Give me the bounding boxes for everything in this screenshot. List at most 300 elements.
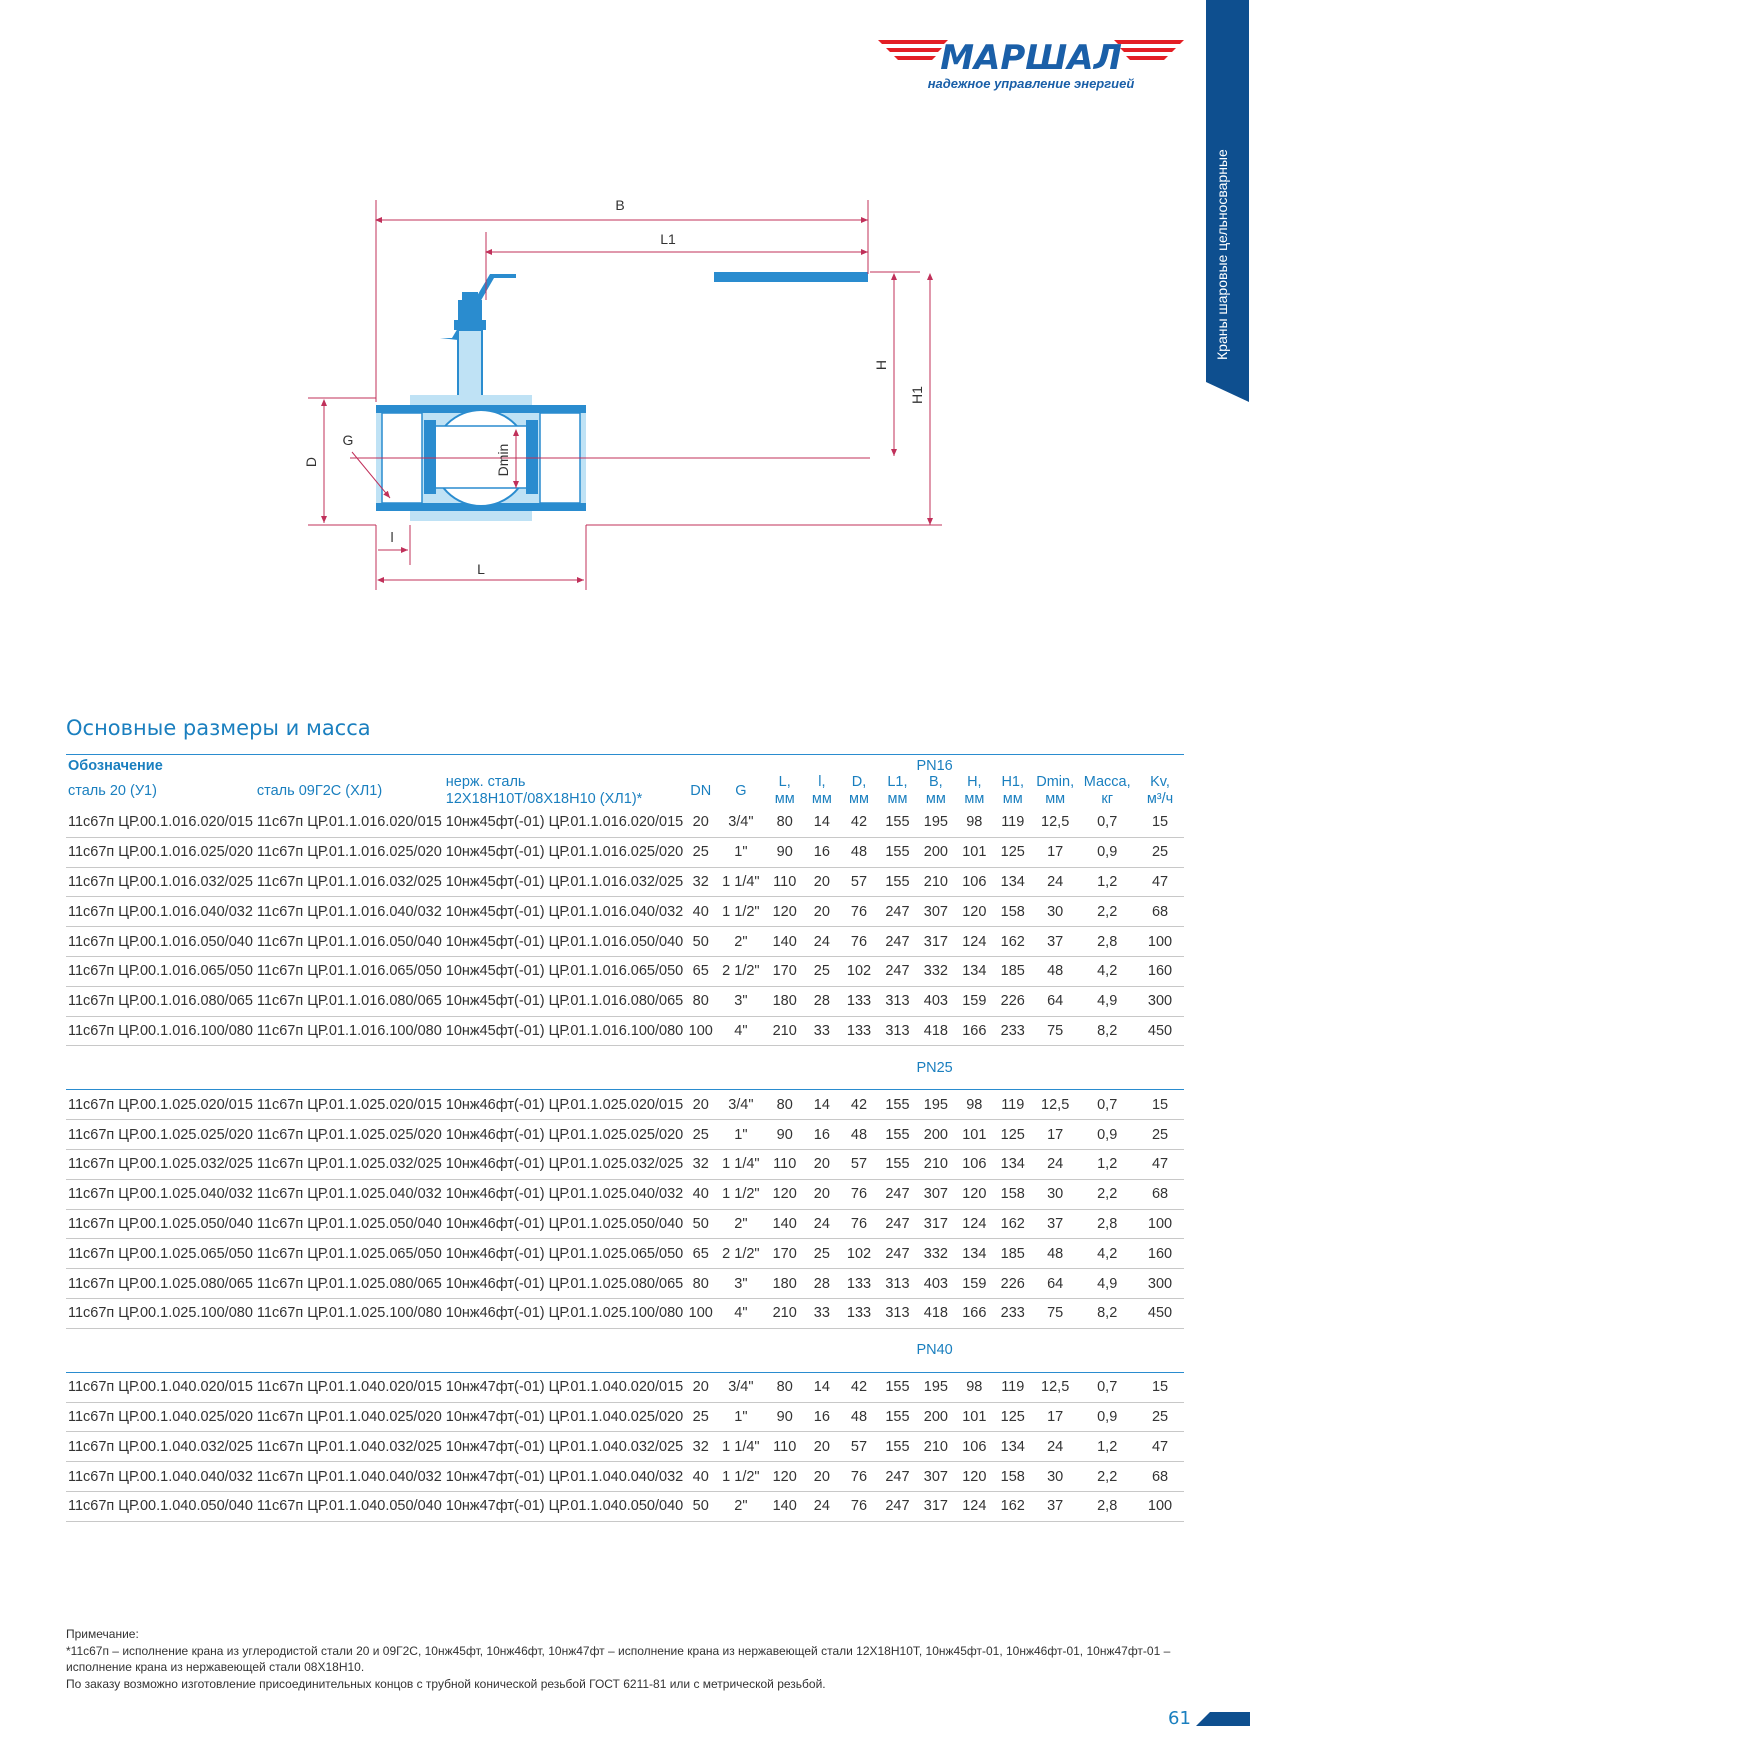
table-cell: 300 — [1136, 986, 1184, 1016]
note-line-2: По заказу возможно изготовление присоединительных концов с трубной конической резьбой ГОСТ 6211-81 или с метрической резьбой. — [66, 1676, 826, 1691]
table-cell: 2,8 — [1078, 1209, 1136, 1239]
table-cell: 106 — [955, 867, 993, 897]
col-mass: Масса, кг — [1083, 774, 1131, 807]
table-cell: 25 — [1136, 837, 1184, 867]
table-cell: 155 — [878, 867, 916, 897]
table-cell: 155 — [878, 1402, 916, 1432]
table-cell: 80 — [685, 1269, 716, 1299]
table-cell: 403 — [917, 1269, 955, 1299]
table-cell: 450 — [1136, 1016, 1184, 1046]
table-cell: 100 — [685, 1016, 716, 1046]
table-cell: 42 — [840, 808, 878, 837]
col-L: L, мм — [774, 774, 795, 807]
header-designation: Обозначение — [68, 758, 163, 774]
table-cell: 120 — [955, 1179, 993, 1209]
logo-wordmark: МАРШАЛ — [940, 38, 1122, 78]
table-cell: 158 — [994, 1179, 1032, 1209]
table-cell: 37 — [1032, 927, 1078, 957]
table-cell: 247 — [878, 927, 916, 957]
table-cell: 11с67п ЦР.01.1.040.040/032 — [255, 1462, 444, 1492]
table-cell: 24 — [1032, 867, 1078, 897]
pn-label: PN40 — [685, 1328, 1184, 1372]
table-cell: 185 — [994, 1239, 1032, 1269]
table-cell: 155 — [878, 808, 916, 837]
table-cell: 32 — [685, 1432, 716, 1462]
table-cell: 24 — [1032, 1432, 1078, 1462]
table-cell: 11с67п ЦР.01.1.016.050/040 — [255, 927, 444, 957]
table-cell: 159 — [955, 1269, 993, 1299]
table-cell: 155 — [878, 1090, 916, 1120]
table-cell: 11с67п ЦР.00.1.025.080/065 — [66, 1269, 255, 1299]
table-cell: 20 — [804, 1149, 840, 1179]
table-cell: 11с67п ЦР.01.1.040.020/015 — [255, 1372, 444, 1402]
table-cell: 1 1/2" — [716, 897, 765, 927]
table-cell: 133 — [840, 986, 878, 1016]
table-cell: 155 — [878, 1432, 916, 1462]
table-cell: 317 — [917, 927, 955, 957]
table-cell: 140 — [766, 1209, 804, 1239]
table-cell: 134 — [994, 1149, 1032, 1179]
table-cell: 155 — [878, 1372, 916, 1402]
table-cell: 332 — [917, 956, 955, 986]
table-cell: 11с67п ЦР.00.1.025.025/020 — [66, 1120, 255, 1150]
col-steel20: сталь 20 (У1) — [68, 783, 157, 799]
table-cell: 11с67п ЦР.01.1.016.040/032 — [255, 897, 444, 927]
table-cell: 50 — [685, 1209, 716, 1239]
table-cell: 11с67п ЦР.01.1.025.080/065 — [255, 1269, 444, 1299]
col-B: B, мм — [925, 774, 946, 807]
table-cell: 24 — [804, 1209, 840, 1239]
pn-section-row — [66, 1046, 1184, 1090]
table-cell: 11с67п ЦР.00.1.025.100/080 — [66, 1298, 255, 1328]
table-cell: 20 — [804, 867, 840, 897]
table-cell: 30 — [1032, 1179, 1078, 1209]
table-cell: 101 — [955, 1402, 993, 1432]
table-cell: 40 — [685, 897, 716, 927]
table-cell: 20 — [804, 1432, 840, 1462]
dim-label-G: G — [342, 432, 354, 448]
table-cell: 10нж47фт(-01) ЦР.01.1.040.032/025 — [444, 1432, 685, 1462]
table-cell: 247 — [878, 1239, 916, 1269]
table-cell: 57 — [840, 1149, 878, 1179]
table-cell: 28 — [804, 986, 840, 1016]
table-cell: 2" — [716, 927, 765, 957]
table-cell: 2,8 — [1078, 1491, 1136, 1521]
table-cell: 47 — [1136, 867, 1184, 897]
table-cell: 24 — [1032, 1149, 1078, 1179]
table-cell: 195 — [917, 808, 955, 837]
table-cell: 120 — [955, 1462, 993, 1492]
table-cell: 133 — [840, 1016, 878, 1046]
table-cell: 11с67п ЦР.00.1.040.025/020 — [66, 1402, 255, 1432]
page-tab-marker — [1196, 1708, 1250, 1731]
table-cell: 11с67п ЦР.00.1.025.065/050 — [66, 1239, 255, 1269]
table-cell: 0,7 — [1078, 1372, 1136, 1402]
table-cell: 25 — [804, 1239, 840, 1269]
table-cell: 124 — [955, 927, 993, 957]
table-cell: 11с67п ЦР.01.1.040.032/025 — [255, 1432, 444, 1462]
table-cell: 11с67п ЦР.01.1.025.025/020 — [255, 1120, 444, 1150]
table-cell: 10нж45фт(-01) ЦР.01.1.016.032/025 — [444, 867, 685, 897]
table-cell: 11с67п ЦР.01.1.025.040/032 — [255, 1179, 444, 1209]
table-cell: 12,5 — [1032, 1372, 1078, 1402]
table-cell: 2,8 — [1078, 927, 1136, 957]
table-cell: 12,5 — [1032, 808, 1078, 837]
table-cell: 76 — [840, 1209, 878, 1239]
table-cell: 160 — [1136, 1239, 1184, 1269]
table-cell: 11с67п ЦР.00.1.040.040/032 — [66, 1462, 255, 1492]
table-cell: 10нж45фт(-01) ЦР.01.1.016.080/065 — [444, 986, 685, 1016]
table-cell: 10нж45фт(-01) ЦР.01.1.016.065/050 — [444, 956, 685, 986]
table-cell: 418 — [917, 1298, 955, 1328]
col-dn: DN — [690, 783, 712, 799]
table-cell: 16 — [804, 837, 840, 867]
table-cell: 25 — [1136, 1120, 1184, 1150]
table-cell: 124 — [955, 1209, 993, 1239]
table-cell: 15 — [1136, 1372, 1184, 1402]
table-cell: 17 — [1032, 1120, 1078, 1150]
table-row — [66, 1402, 1184, 1432]
table-row — [66, 1491, 1184, 1521]
table-cell: 65 — [685, 1239, 716, 1269]
table-cell: 2,2 — [1078, 1179, 1136, 1209]
table-cell: 11с67п ЦР.01.1.025.100/080 — [255, 1298, 444, 1328]
table-cell: 80 — [685, 986, 716, 1016]
table-cell: 64 — [1032, 986, 1078, 1016]
pn-label: PN25 — [685, 1046, 1184, 1090]
table-cell: 0,9 — [1078, 1120, 1136, 1150]
table-cell: 195 — [917, 1090, 955, 1120]
dim-label-B: B — [615, 197, 625, 213]
table-cell: 11с67п ЦР.01.1.025.020/015 — [255, 1090, 444, 1120]
table-cell: 2 1/2" — [716, 956, 765, 986]
table-cell: 185 — [994, 956, 1032, 986]
note-line-1: *11с67п – исполнение крана из углеродистой стали 20 и 09Г2С, 10нж45фт, 10нж46фт, 10нж47фт – исполнение крана из нержавеющей стали 12Х18Н10Т, 10нж45фт-01, 10нж46фт-01, 10нж47фт-01 – исполнение крана из нержавеющей стали 08Х18Н10. — [66, 1643, 1171, 1674]
table-cell: 65 — [685, 956, 716, 986]
table-cell: 110 — [766, 867, 804, 897]
table-row — [66, 1149, 1184, 1179]
table-cell: 210 — [917, 867, 955, 897]
table-cell: 4,9 — [1078, 1269, 1136, 1299]
table-cell: 76 — [840, 1491, 878, 1521]
table-cell: 11с67п ЦР.00.1.016.100/080 — [66, 1016, 255, 1046]
table-row — [66, 808, 1184, 837]
table-cell: 317 — [917, 1209, 955, 1239]
dim-label-D: D — [303, 456, 319, 468]
table-cell: 10нж46фт(-01) ЦР.01.1.025.065/050 — [444, 1239, 685, 1269]
table-cell: 134 — [955, 1239, 993, 1269]
table-cell: 11с67п ЦР.00.1.040.020/015 — [66, 1372, 255, 1402]
table-cell: 200 — [917, 1120, 955, 1150]
table-cell: 155 — [878, 1120, 916, 1150]
table-cell: 25 — [685, 1402, 716, 1432]
table-cell: 8,2 — [1078, 1016, 1136, 1046]
table-cell: 11с67п ЦР.01.1.016.065/050 — [255, 956, 444, 986]
table-cell: 140 — [766, 927, 804, 957]
table-row — [66, 1239, 1184, 1269]
table-cell: 106 — [955, 1432, 993, 1462]
pn-section-row — [66, 1328, 1184, 1372]
table-cell: 20 — [804, 1462, 840, 1492]
table-row — [66, 956, 1184, 986]
table-cell: 1" — [716, 1120, 765, 1150]
table-cell: 170 — [766, 1239, 804, 1269]
table-cell: 180 — [766, 986, 804, 1016]
table-cell: 0,7 — [1078, 1090, 1136, 1120]
table-cell: 57 — [840, 1432, 878, 1462]
table-cell: 158 — [994, 1462, 1032, 1492]
dim-label-L1: L1 — [660, 231, 676, 247]
table-cell: 134 — [955, 956, 993, 986]
table-cell: 10нж46фт(-01) ЦР.01.1.025.025/020 — [444, 1120, 685, 1150]
table-cell: 158 — [994, 897, 1032, 927]
table-cell: 20 — [804, 1179, 840, 1209]
table-cell: 15 — [1136, 1090, 1184, 1120]
table-cell: 313 — [878, 1269, 916, 1299]
table-cell: 1 1/4" — [716, 867, 765, 897]
table-cell: 11с67п ЦР.00.1.016.040/032 — [66, 897, 255, 927]
table-cell: 200 — [917, 1402, 955, 1432]
table-row — [66, 986, 1184, 1016]
table-cell: 11с67п ЦР.00.1.016.050/040 — [66, 927, 255, 957]
table-cell: 313 — [878, 1016, 916, 1046]
dim-label-Dmin: Dmin — [495, 443, 511, 477]
table-cell: 11с67п ЦР.00.1.040.050/040 — [66, 1491, 255, 1521]
table-cell: 119 — [994, 1372, 1032, 1402]
table-cell: 120 — [766, 1462, 804, 1492]
table-cell: 10нж46фт(-01) ЦР.01.1.025.040/032 — [444, 1179, 685, 1209]
table-row — [66, 1269, 1184, 1299]
dim-label-H: H — [873, 359, 889, 371]
table-row — [66, 1179, 1184, 1209]
table-cell: 76 — [840, 1462, 878, 1492]
table-cell: 247 — [878, 1179, 916, 1209]
table-cell: 48 — [1032, 956, 1078, 986]
table-cell: 162 — [994, 1209, 1032, 1239]
pn-label-header: PN16 — [916, 758, 953, 774]
table-cell: 100 — [1136, 1491, 1184, 1521]
table-cell: 10нж45фт(-01) ЦР.01.1.016.025/020 — [444, 837, 685, 867]
table-cell: 125 — [994, 1120, 1032, 1150]
table-cell: 247 — [878, 1209, 916, 1239]
table-cell: 2" — [716, 1209, 765, 1239]
table-cell: 160 — [1136, 956, 1184, 986]
table-cell: 155 — [878, 837, 916, 867]
table-cell: 25 — [1136, 1402, 1184, 1432]
table-cell: 4" — [716, 1016, 765, 1046]
table-cell: 102 — [840, 956, 878, 986]
table-cell: 101 — [955, 1120, 993, 1150]
table-cell: 11с67п ЦР.01.1.025.032/025 — [255, 1149, 444, 1179]
table-cell: 140 — [766, 1491, 804, 1521]
table-cell: 25 — [685, 1120, 716, 1150]
table-cell: 64 — [1032, 1269, 1078, 1299]
table-cell: 1,2 — [1078, 1432, 1136, 1462]
table-cell: 11с67п ЦР.00.1.016.020/015 — [66, 808, 255, 837]
table-cell: 16 — [804, 1120, 840, 1150]
table-cell: 75 — [1032, 1016, 1078, 1046]
table-cell: 0,7 — [1078, 808, 1136, 837]
col-Dmin: Dmin, мм — [1036, 774, 1075, 807]
col-L1: L1, мм — [887, 774, 908, 807]
table-cell: 11с67п ЦР.00.1.025.050/040 — [66, 1209, 255, 1239]
logo-tagline: надежное управление энергией — [927, 76, 1135, 91]
table-cell: 210 — [917, 1432, 955, 1462]
section-title: Основные размеры и масса — [66, 716, 371, 740]
table-cell: 10нж47фт(-01) ЦР.01.1.040.025/020 — [444, 1402, 685, 1432]
table-cell: 24 — [804, 1491, 840, 1521]
col-stainless: нерж. сталь 12Х18Н10Т/08Х18Н10 (ХЛ1)* — [445, 774, 643, 807]
table-cell: 307 — [917, 1179, 955, 1209]
table-cell: 100 — [685, 1298, 716, 1328]
table-cell: 32 — [685, 1149, 716, 1179]
table-cell: 47 — [1136, 1149, 1184, 1179]
table-cell: 3/4" — [716, 1090, 765, 1120]
table-cell: 3/4" — [716, 808, 765, 837]
table-cell: 10нж46фт(-01) ЦР.01.1.025.080/065 — [444, 1269, 685, 1299]
table-row — [66, 837, 1184, 867]
table-cell: 155 — [878, 1149, 916, 1179]
table-row — [66, 1120, 1184, 1150]
table-cell: 418 — [917, 1016, 955, 1046]
table-cell: 3" — [716, 986, 765, 1016]
table-cell: 11с67п ЦР.01.1.016.025/020 — [255, 837, 444, 867]
table-cell: 120 — [955, 897, 993, 927]
table-cell: 1,2 — [1078, 867, 1136, 897]
table-row — [66, 1016, 1184, 1046]
table-cell: 120 — [766, 897, 804, 927]
dimensions-table — [66, 758, 1184, 1522]
table-cell: 4,2 — [1078, 1239, 1136, 1269]
table-cell: 106 — [955, 1149, 993, 1179]
page-number: 61 — [1168, 1708, 1191, 1729]
table-cell: 124 — [955, 1491, 993, 1521]
table-cell: 10нж45фт(-01) ЦР.01.1.016.100/080 — [444, 1016, 685, 1046]
table-cell: 80 — [766, 1090, 804, 1120]
table-cell: 80 — [766, 808, 804, 837]
table-cell: 11с67п ЦР.00.1.025.032/025 — [66, 1149, 255, 1179]
table-cell: 20 — [804, 897, 840, 927]
table-cell: 134 — [994, 867, 1032, 897]
table-cell: 1,2 — [1078, 1149, 1136, 1179]
table-cell: 37 — [1032, 1209, 1078, 1239]
table-cell: 11с67п ЦР.00.1.025.020/015 — [66, 1090, 255, 1120]
table-cell: 4,2 — [1078, 956, 1136, 986]
table-cell: 133 — [840, 1269, 878, 1299]
col-H1: H1, мм — [1001, 774, 1025, 807]
table-cell: 247 — [878, 897, 916, 927]
col-kv: Kv, м³/ч — [1146, 774, 1174, 807]
table-cell: 68 — [1136, 1179, 1184, 1209]
table-cell: 28 — [804, 1269, 840, 1299]
table-cell: 48 — [840, 1402, 878, 1432]
table-cell: 210 — [766, 1298, 804, 1328]
table-cell: 10нж47фт(-01) ЦР.01.1.040.020/015 — [444, 1372, 685, 1402]
table-cell: 40 — [685, 1462, 716, 1492]
table-cell: 17 — [1032, 1402, 1078, 1432]
table-cell: 110 — [766, 1149, 804, 1179]
table-cell: 47 — [1136, 1432, 1184, 1462]
table-cell: 76 — [840, 927, 878, 957]
table-cell: 2,2 — [1078, 897, 1136, 927]
table-cell: 11с67п ЦР.00.1.016.080/065 — [66, 986, 255, 1016]
table-cell: 247 — [878, 956, 916, 986]
table-cell: 226 — [994, 1269, 1032, 1299]
table-cell: 1 1/4" — [716, 1149, 765, 1179]
table-cell: 119 — [994, 808, 1032, 837]
table-cell: 10нж45фт(-01) ЦР.01.1.016.050/040 — [444, 927, 685, 957]
valve-drawing — [290, 190, 970, 605]
table-cell: 76 — [840, 897, 878, 927]
table-cell: 98 — [955, 808, 993, 837]
table-cell: 16 — [804, 1402, 840, 1432]
table-row — [66, 1090, 1184, 1120]
table-cell: 110 — [766, 1432, 804, 1462]
table-cell: 101 — [955, 837, 993, 867]
table-cell: 195 — [917, 1372, 955, 1402]
table-row — [66, 1462, 1184, 1492]
note-title: Примечание: — [66, 1627, 139, 1641]
table-row — [66, 867, 1184, 897]
table-cell: 247 — [878, 1462, 916, 1492]
col-D: D, мм — [849, 774, 869, 807]
title-rule — [66, 754, 1184, 755]
table-cell: 10нж46фт(-01) ЦР.01.1.025.032/025 — [444, 1149, 685, 1179]
table-cell: 90 — [766, 1402, 804, 1432]
table-cell: 3" — [716, 1269, 765, 1299]
table-cell: 403 — [917, 986, 955, 1016]
table-cell: 30 — [1032, 1462, 1078, 1492]
table-cell: 11с67п ЦР.01.1.016.020/015 — [255, 808, 444, 837]
col-g: G — [735, 783, 747, 799]
table-cell: 102 — [840, 1239, 878, 1269]
table-cell: 1 1/2" — [716, 1179, 765, 1209]
table-row — [66, 1432, 1184, 1462]
table-cell: 0,9 — [1078, 837, 1136, 867]
table-cell: 90 — [766, 837, 804, 867]
table-cell: 1 1/4" — [716, 1432, 765, 1462]
table-cell: 80 — [766, 1372, 804, 1402]
table-cell: 33 — [804, 1016, 840, 1046]
table-cell: 307 — [917, 1462, 955, 1492]
table-cell: 11с67п ЦР.01.1.040.050/040 — [255, 1491, 444, 1521]
col-H: H, мм — [964, 774, 985, 807]
table-cell: 20 — [685, 1372, 716, 1402]
table-cell: 90 — [766, 1120, 804, 1150]
table-cell: 50 — [685, 927, 716, 957]
table-cell: 50 — [685, 1491, 716, 1521]
table-cell: 1" — [716, 837, 765, 867]
table-cell: 247 — [878, 1491, 916, 1521]
table-cell: 210 — [917, 1149, 955, 1179]
table-cell: 162 — [994, 927, 1032, 957]
table-cell: 17 — [1032, 837, 1078, 867]
table-cell: 133 — [840, 1298, 878, 1328]
table-cell: 42 — [840, 1090, 878, 1120]
table-cell: 11с67п ЦР.00.1.016.025/020 — [66, 837, 255, 867]
table-cell: 48 — [1032, 1239, 1078, 1269]
table-cell: 68 — [1136, 1462, 1184, 1492]
table-cell: 11с67п ЦР.00.1.016.065/050 — [66, 956, 255, 986]
table-row — [66, 927, 1184, 957]
table-cell: 30 — [1032, 897, 1078, 927]
table-cell: 233 — [994, 1016, 1032, 1046]
table-cell: 4" — [716, 1298, 765, 1328]
table-cell: 11с67п ЦР.00.1.025.040/032 — [66, 1179, 255, 1209]
table-cell: 1 1/2" — [716, 1462, 765, 1492]
table-cell: 15 — [1136, 808, 1184, 837]
table-row — [66, 897, 1184, 927]
